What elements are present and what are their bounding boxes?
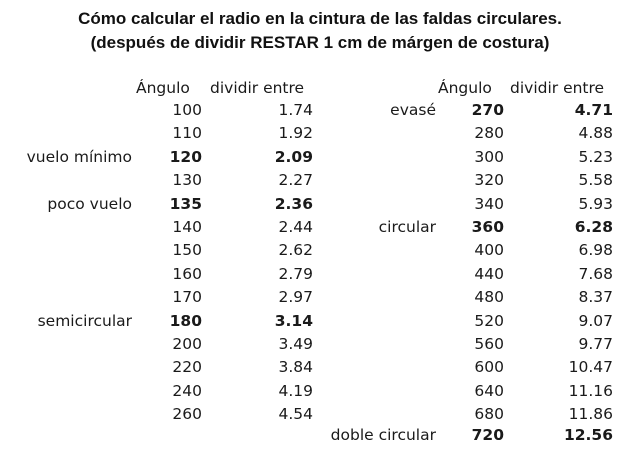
row-label: poco vuelo — [47, 195, 132, 213]
angle-value: 160 — [172, 265, 202, 283]
angle-value: 240 — [172, 382, 202, 400]
divisor-value: 2.36 — [274, 195, 313, 213]
divisor-value: 8.37 — [578, 288, 613, 306]
angle-value: 220 — [172, 358, 202, 376]
divisor-value: 9.07 — [578, 312, 613, 330]
angle-value: 130 — [172, 171, 202, 189]
divisor-value: 6.28 — [574, 218, 613, 236]
angle-value: 440 — [474, 265, 504, 283]
divisor-value: 7.68 — [578, 265, 613, 283]
divisor-value: 5.58 — [578, 171, 613, 189]
left-header-angle: Ángulo — [136, 79, 190, 97]
divisor-value: 11.86 — [568, 405, 613, 423]
page-title: Cómo calcular el radio en la cintura de las faldas circulares. — [78, 9, 562, 28]
angle-value: 400 — [474, 241, 504, 259]
divisor-value: 4.88 — [578, 124, 613, 142]
angle-value: 480 — [474, 288, 504, 306]
row-label: semicircular — [37, 312, 132, 330]
divisor-value: 2.44 — [278, 218, 313, 236]
divisor-value: 2.97 — [278, 288, 313, 306]
angle-value: 200 — [172, 335, 202, 353]
angle-value: 120 — [169, 148, 202, 166]
angle-value: 140 — [172, 218, 202, 236]
divisor-value: 3.14 — [274, 312, 313, 330]
divisor-value: 2.09 — [274, 148, 313, 166]
angle-value: 600 — [474, 358, 504, 376]
row-label: vuelo mínimo — [26, 148, 132, 166]
angle-value: 180 — [169, 312, 202, 330]
divisor-value: 12.56 — [563, 426, 613, 444]
right-header-divide: dividir entre — [510, 79, 605, 97]
angle-value: 280 — [474, 124, 504, 142]
divisor-value: 5.93 — [578, 195, 613, 213]
angle-value: 150 — [172, 241, 202, 259]
divisor-value: 11.16 — [568, 382, 613, 400]
angle-value: 560 — [474, 335, 504, 353]
row-label: circular — [378, 218, 436, 236]
divisor-value: 3.49 — [278, 335, 313, 353]
divisor-value: 4.54 — [278, 405, 313, 423]
angle-value: 270 — [471, 101, 504, 119]
angle-value: 320 — [474, 171, 504, 189]
angle-value: 640 — [474, 382, 504, 400]
angle-value: 720 — [471, 426, 504, 444]
angle-value: 360 — [471, 218, 504, 236]
divisor-value: 1.92 — [278, 124, 313, 142]
divisor-value: 5.23 — [578, 148, 613, 166]
divisor-value: 9.77 — [578, 335, 613, 353]
divisor-value: 4.71 — [574, 101, 613, 119]
angle-value: 680 — [474, 405, 504, 423]
left-header-divide: dividir entre — [210, 79, 305, 97]
angle-value: 135 — [169, 195, 202, 213]
right-header-angle: Ángulo — [438, 79, 492, 97]
divisor-value: 6.98 — [578, 241, 613, 259]
angle-value: 170 — [172, 288, 202, 306]
page-subtitle: (después de dividir RESTAR 1 cm de márgen de costura) — [90, 33, 550, 52]
angle-value: 300 — [474, 148, 504, 166]
angle-value: 100 — [172, 101, 202, 119]
divisor-value: 3.84 — [278, 358, 313, 376]
angle-value: 110 — [172, 124, 202, 142]
divisor-value: 2.27 — [278, 171, 313, 189]
divisor-value: 2.79 — [278, 265, 313, 283]
angle-value: 340 — [474, 195, 504, 213]
row-label: evasé — [390, 101, 436, 119]
divisor-value: 10.47 — [568, 358, 613, 376]
divisor-value: 2.62 — [278, 241, 313, 259]
divisor-value: 1.74 — [278, 101, 313, 119]
angle-value: 520 — [474, 312, 504, 330]
row-label: doble circular — [330, 426, 436, 444]
angle-value: 260 — [172, 405, 202, 423]
divisor-value: 4.19 — [278, 382, 313, 400]
